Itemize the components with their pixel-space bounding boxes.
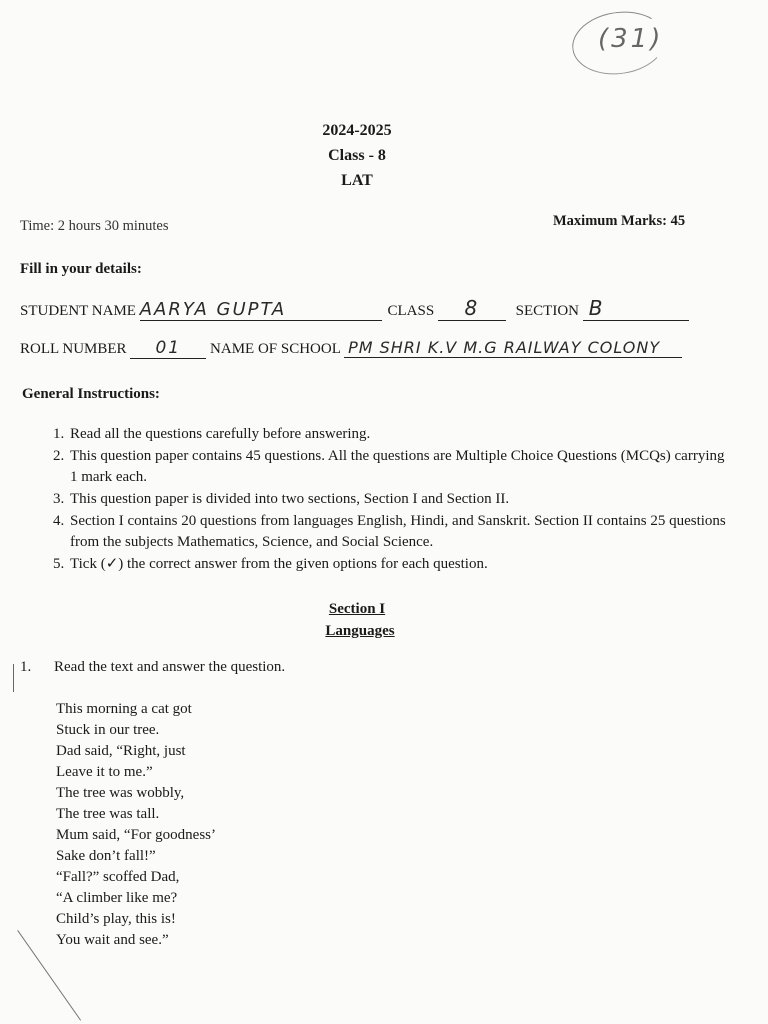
section-field[interactable]: B	[583, 296, 689, 321]
details-heading: Fill in your details:	[20, 261, 142, 277]
margin-mark	[13, 664, 14, 692]
poem-line: Mum said, “For goodness’	[56, 827, 216, 843]
poem	[56, 701, 216, 953]
max-marks: Maximum Marks: 45	[553, 213, 686, 229]
section-label: SECTION	[515, 303, 580, 319]
poem-line: You wait and see.”	[56, 932, 169, 948]
exam-title: LAT	[341, 172, 373, 189]
poem-line: “A climber like me?	[56, 890, 178, 906]
student-row	[20, 296, 689, 321]
school-name-field[interactable]: PM SHRI K.V M.G RAILWAY COLONY	[344, 338, 682, 358]
instruction-item: 1. Read all the questions carefully before answering.	[68, 424, 732, 445]
poem-line: Sake don’t fall!”	[56, 848, 156, 864]
class-field[interactable]: 8	[438, 296, 506, 321]
poem-line: Child’s play, this is!	[56, 911, 176, 927]
student-name-field[interactable]: AARYA GUPTA	[140, 299, 382, 321]
instruction-item: 2. This question paper contains 45 questions. All the questions are Multiple Choice Questions (MCQs) carrying 1 mark each.	[68, 446, 732, 488]
class-label: CLASS	[387, 303, 435, 319]
roll-number-field[interactable]: 01	[130, 338, 206, 359]
section-subtitle: Languages	[325, 623, 395, 639]
student-name-label: STUDENT NAME	[20, 303, 136, 319]
exam-time: Time: 2 hours 30 minutes	[20, 218, 169, 234]
poem-line: “Fall?” scoffed Dad,	[56, 869, 180, 885]
exam-class: Class - 8	[328, 147, 386, 164]
question-prompt: Read the text and answer the question.	[54, 659, 286, 675]
instructions-list	[40, 424, 732, 576]
instruction-item: 5. Tick (✓) the correct answer from the given options for each question.	[68, 554, 732, 575]
poem-line: Dad said, “Right, just	[56, 743, 186, 759]
section-title: Section I	[328, 601, 386, 617]
question-number: 1.	[20, 659, 32, 675]
instructions-heading: General Instructions:	[22, 386, 160, 402]
poem-line: The tree was wobbly,	[56, 785, 185, 801]
roll-number-label: ROLL NUMBER	[20, 341, 127, 357]
school-name-label: NAME OF SCHOOL	[210, 341, 341, 357]
roll-row	[20, 338, 682, 359]
instruction-item: 3. This question paper is divided into two sections, Section I and Section II.	[68, 489, 732, 510]
poem-line: Stuck in our tree.	[56, 722, 160, 738]
instruction-item: 4. Section I contains 20 questions from languages English, Hindi, and Sanskrit. Section II contains 25 questions from the subjects Mathematics, Science, and Social Science.	[68, 511, 732, 553]
poem-line: This morning a cat got	[56, 701, 192, 717]
exam-year: 2024-2025	[322, 122, 392, 139]
score-mark: (31)	[598, 24, 664, 54]
poem-line: The tree was tall.	[56, 806, 160, 822]
poem-line: Leave it to me.”	[56, 764, 153, 780]
